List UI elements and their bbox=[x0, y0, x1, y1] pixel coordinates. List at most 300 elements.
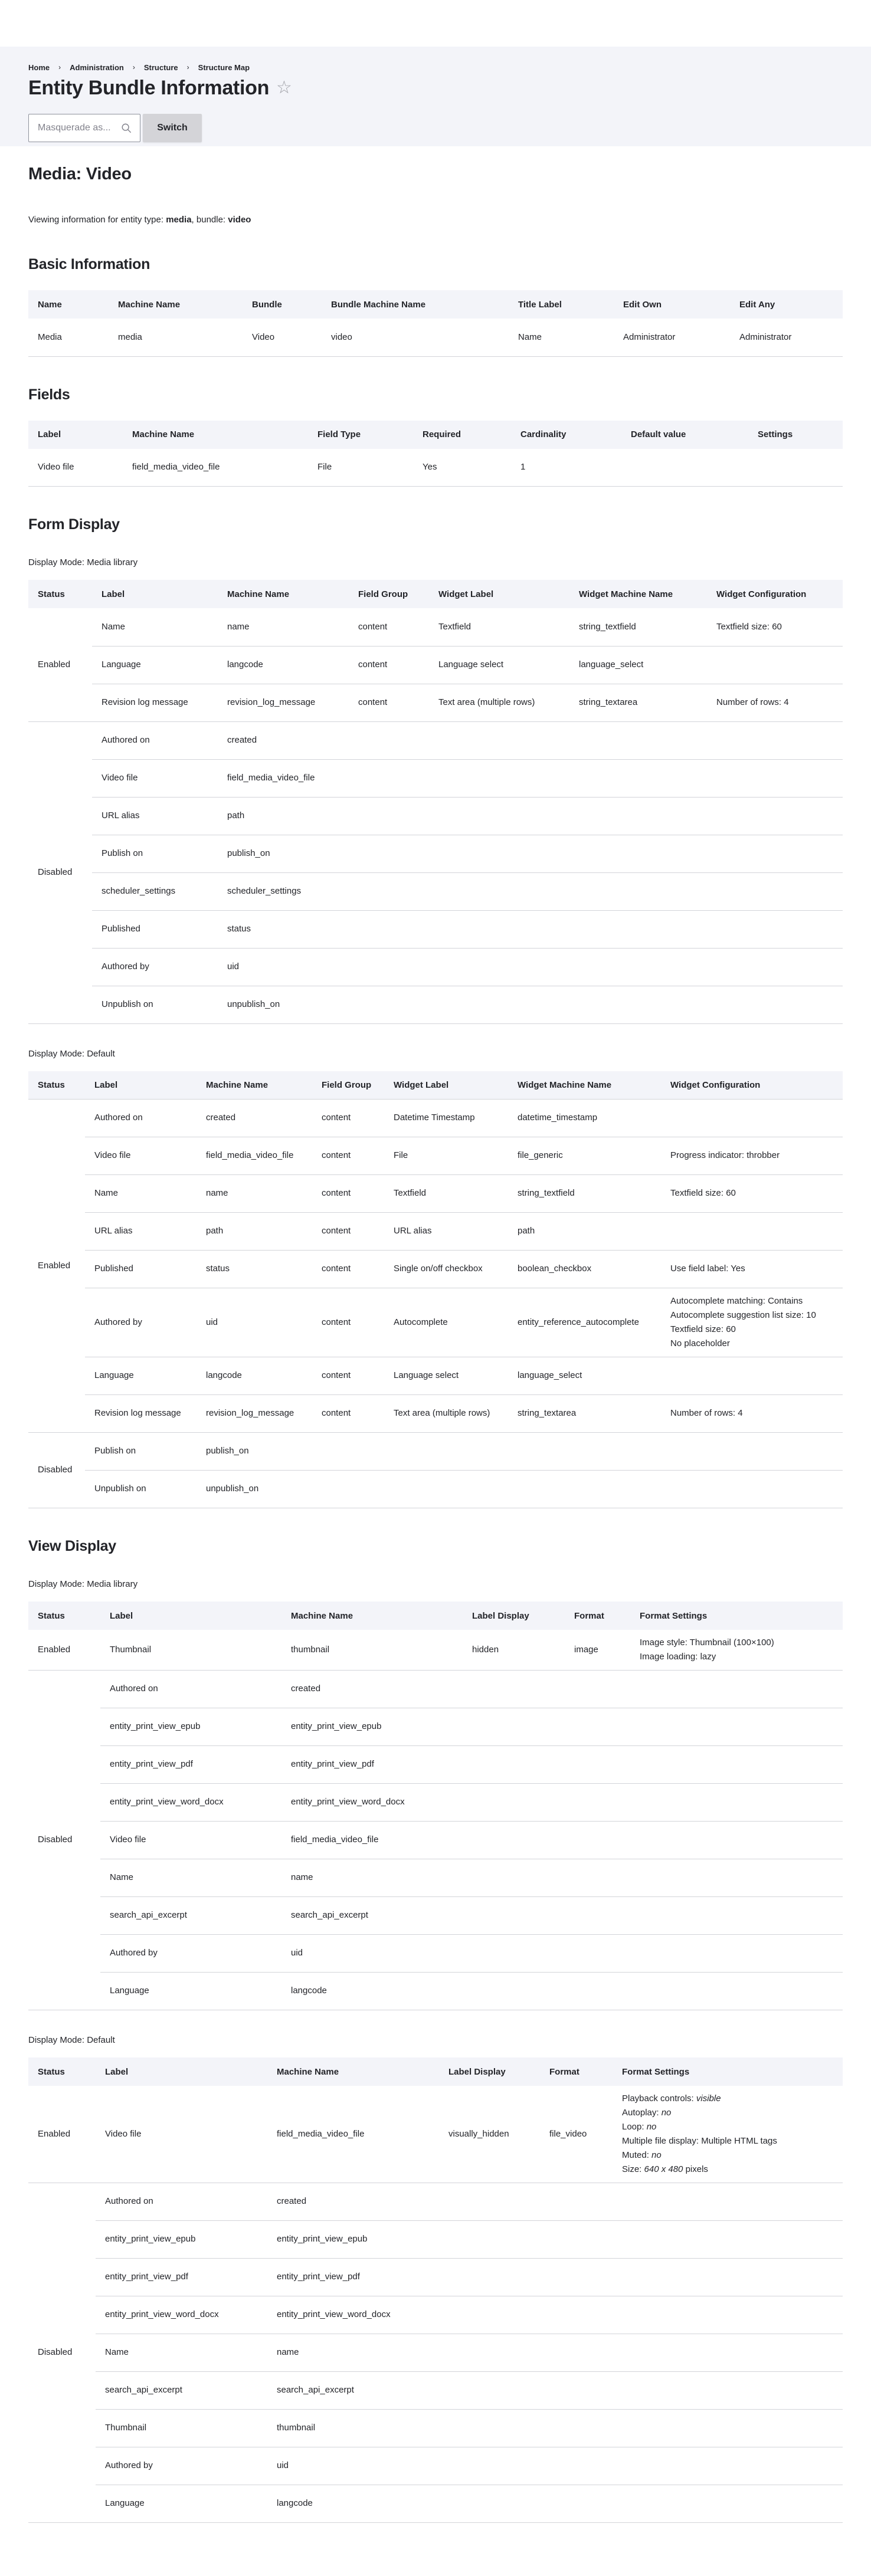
column-header-label: Label bbox=[28, 421, 123, 449]
cell-widget-configuration bbox=[661, 1395, 843, 1433]
cell-machine-name: field_media_video_file bbox=[218, 759, 349, 797]
cell-format bbox=[565, 1859, 630, 1897]
cell-widget-label: Text area (multiple rows) bbox=[384, 1395, 508, 1433]
column-header-machine-name: Machine Name bbox=[197, 1071, 312, 1100]
cell-format-settings bbox=[630, 1746, 843, 1784]
cell-field-group: content bbox=[312, 1251, 384, 1288]
table-row bbox=[28, 1357, 843, 1395]
cell-label: entity_print_view_pdf bbox=[96, 2259, 267, 2296]
intro-middle: , bundle: bbox=[191, 215, 228, 225]
cell-widget-configuration bbox=[707, 910, 843, 948]
cell-widget-machine-name bbox=[508, 1471, 661, 1508]
table-row bbox=[28, 1137, 843, 1175]
cell-machine-name: name bbox=[281, 1859, 463, 1897]
cell-machine-name: created bbox=[197, 1100, 312, 1137]
cell-field-group bbox=[349, 986, 429, 1023]
status-cell: Enabled bbox=[28, 608, 92, 721]
column-header-settings: Settings bbox=[748, 421, 843, 449]
table-header-row bbox=[28, 2057, 843, 2086]
cell-format bbox=[540, 2485, 613, 2523]
table-header-row bbox=[28, 421, 843, 449]
cell-machine-name: uid bbox=[281, 1935, 463, 1973]
table-row bbox=[28, 1973, 843, 2010]
view-display-default-table bbox=[28, 2057, 843, 2523]
cell-machine-name: entity_print_view_pdf bbox=[281, 1746, 463, 1784]
format-setting-value: visible bbox=[696, 2093, 721, 2104]
cell-label: Name bbox=[85, 1175, 197, 1213]
cell-field-group: content bbox=[312, 1213, 384, 1251]
cell-label: Name bbox=[100, 1859, 281, 1897]
format-setting-text: Size: bbox=[622, 2164, 644, 2174]
table-row bbox=[28, 1671, 843, 1708]
cell-widget-label bbox=[429, 721, 569, 759]
cell-field-group: content bbox=[312, 1137, 384, 1175]
cell-widget-configuration bbox=[707, 948, 843, 986]
view-display-mode-default: Display Mode: Default bbox=[28, 2035, 115, 2045]
cell-label-display bbox=[439, 2221, 540, 2259]
table-row bbox=[28, 1213, 843, 1251]
config-line: Autocomplete matching: Contains bbox=[670, 1296, 803, 1306]
cell-field-group bbox=[349, 835, 429, 872]
cell-widget-configuration bbox=[707, 872, 843, 910]
cell-format-settings bbox=[630, 1973, 843, 2010]
bundle-title: Media: Video bbox=[28, 165, 132, 183]
cell-field-group bbox=[349, 721, 429, 759]
format-setting-text: Playback controls: bbox=[622, 2093, 696, 2104]
cell-field-group bbox=[349, 910, 429, 948]
column-header-edit-any: Edit Any bbox=[730, 290, 843, 319]
cell-widget-machine-name: string_textarea bbox=[569, 684, 707, 721]
cell-machine-name: path bbox=[218, 797, 349, 835]
cell-format-settings bbox=[630, 1671, 843, 1708]
table-row bbox=[28, 1897, 843, 1935]
breadcrumb bbox=[28, 62, 843, 73]
cell-label: Publish on bbox=[92, 835, 218, 872]
cell-label: search_api_excerpt bbox=[96, 2372, 267, 2410]
cell-label: entity_print_view_word_docx bbox=[100, 1784, 281, 1822]
cell-widget-machine-name: language_select bbox=[508, 1357, 661, 1395]
breadcrumb-separator-icon: › bbox=[132, 63, 135, 71]
cell-field-group bbox=[312, 1471, 384, 1508]
cell-machine-name: field_media_video_file bbox=[197, 1137, 312, 1175]
cell-widget-label bbox=[429, 910, 569, 948]
fields-table bbox=[28, 421, 843, 487]
cell-format bbox=[565, 1746, 630, 1784]
cell-field-type: File bbox=[308, 449, 413, 487]
top-spacer bbox=[0, 0, 871, 47]
column-header-status: Status bbox=[28, 580, 92, 608]
cell-label-display bbox=[439, 2485, 540, 2523]
view-display-media-library-table bbox=[28, 1602, 843, 2010]
cell-label-display bbox=[463, 1859, 565, 1897]
cell-widget-label: Language select bbox=[429, 646, 569, 684]
table-row bbox=[28, 721, 843, 759]
column-header-cardinality: Cardinality bbox=[511, 421, 621, 449]
cell-label-display bbox=[463, 1822, 565, 1859]
column-header-machine-name: Machine Name bbox=[218, 580, 349, 608]
cell-label: Language bbox=[92, 646, 218, 684]
cell-widget-label: Textfield bbox=[384, 1175, 508, 1213]
column-header-edit-own: Edit Own bbox=[614, 290, 730, 319]
table-row bbox=[28, 1859, 843, 1897]
cell-format-settings bbox=[613, 2485, 843, 2523]
cell-field-group: content bbox=[312, 1100, 384, 1137]
cell-widget-machine-name bbox=[569, 721, 707, 759]
cell-machine-name: status bbox=[197, 1251, 312, 1288]
status-cell: Disabled bbox=[28, 1671, 100, 2010]
cell-label-display: visually_hidden bbox=[439, 2086, 540, 2183]
table-row bbox=[28, 2447, 843, 2485]
basic-information-heading: Basic Information bbox=[28, 256, 150, 273]
cell-format-settings bbox=[630, 1784, 843, 1822]
cell-widget-label: Textfield bbox=[429, 608, 569, 646]
cell-label: Authored on bbox=[92, 721, 218, 759]
column-header-machine-name: Machine Name bbox=[267, 2057, 439, 2086]
cell-field-group: content bbox=[312, 1357, 384, 1395]
cell-widget-machine-name bbox=[569, 759, 707, 797]
column-header-field-type: Field Type bbox=[308, 421, 413, 449]
cell-machine-name: search_api_excerpt bbox=[281, 1897, 463, 1935]
column-header-label: Label bbox=[92, 580, 218, 608]
cell-widget-configuration bbox=[661, 1213, 843, 1251]
form-display-default-table bbox=[28, 1071, 843, 1509]
cell-field-group bbox=[349, 759, 429, 797]
cell-widget-label bbox=[384, 1433, 508, 1471]
cell-machine-name: uid bbox=[197, 1288, 312, 1357]
cell-format bbox=[565, 1897, 630, 1935]
cell-widget-machine-name: language_select bbox=[569, 646, 707, 684]
cell-machine-name: uid bbox=[267, 2447, 439, 2485]
format-setting-text: Image loading: lazy bbox=[640, 1652, 716, 1662]
format-setting-value: 640 x 480 bbox=[644, 2164, 683, 2174]
cell-label: Video file bbox=[92, 759, 218, 797]
cell-label: Unpublish on bbox=[92, 986, 218, 1023]
cell-field-group bbox=[349, 948, 429, 986]
form-display-mode-default: Display Mode: Default bbox=[28, 1048, 115, 1059]
cell-label: entity_print_view_pdf bbox=[100, 1746, 281, 1784]
cell-machine-name: created bbox=[218, 721, 349, 759]
cell-edit-own: Administrator bbox=[614, 319, 730, 356]
cell-machine-name: field_media_video_file bbox=[281, 1822, 463, 1859]
cell-format-settings bbox=[613, 2447, 843, 2485]
table-row bbox=[28, 910, 843, 948]
cell-name: Media bbox=[28, 319, 109, 356]
table-header-row bbox=[28, 290, 843, 319]
cell-machine-name: thumbnail bbox=[267, 2410, 439, 2447]
cell-machine-name: entity_print_view_pdf bbox=[267, 2259, 439, 2296]
cell-machine-name: entity_print_view_word_docx bbox=[267, 2296, 439, 2334]
column-header-bundle-machine-name: Bundle Machine Name bbox=[322, 290, 509, 319]
cell-format bbox=[540, 2221, 613, 2259]
table-row bbox=[28, 1288, 843, 1357]
cell-widget-configuration bbox=[707, 684, 843, 721]
config-line: Number of rows: 4 bbox=[670, 1408, 743, 1419]
cell-widget-configuration bbox=[661, 1433, 843, 1471]
table-row bbox=[28, 1251, 843, 1288]
cell-widget-machine-name bbox=[569, 797, 707, 835]
status-cell: Disabled bbox=[28, 1433, 85, 1508]
column-header-label-display: Label Display bbox=[463, 1602, 565, 1630]
cell-machine-name: uid bbox=[218, 948, 349, 986]
cell-field-group bbox=[349, 872, 429, 910]
intro-prefix: Viewing information for entity type: bbox=[28, 215, 166, 225]
cell-format-settings bbox=[630, 1897, 843, 1935]
cell-widget-configuration bbox=[707, 608, 843, 646]
cell-format-settings bbox=[613, 2259, 843, 2296]
breadcrumb-separator-icon: › bbox=[58, 63, 61, 71]
cell-machine-name: unpublish_on bbox=[197, 1471, 312, 1508]
cell-field-group bbox=[312, 1433, 384, 1471]
cell-format bbox=[565, 1822, 630, 1859]
cell-widget-configuration bbox=[707, 797, 843, 835]
page-header bbox=[0, 47, 871, 146]
cell-widget-configuration bbox=[661, 1137, 843, 1175]
breadcrumb-home[interactable]: Home bbox=[28, 63, 50, 72]
intro-entity-type: media bbox=[166, 215, 192, 225]
cell-widget-machine-name bbox=[569, 948, 707, 986]
cell-format bbox=[540, 2447, 613, 2485]
cell-machine-name: langcode bbox=[281, 1973, 463, 2010]
status-cell: Enabled bbox=[28, 2086, 96, 2183]
table-header-row bbox=[28, 1071, 843, 1100]
format-setting-text: Image style: Thumbnail (100×100) bbox=[640, 1638, 774, 1648]
table-row bbox=[28, 2221, 843, 2259]
cell-field-group: content bbox=[312, 1395, 384, 1433]
cell-label: URL alias bbox=[92, 797, 218, 835]
breadcrumb-structure[interactable]: Structure bbox=[143, 63, 178, 72]
cell-widget-machine-name: datetime_timestamp bbox=[508, 1100, 661, 1137]
cell-widget-machine-name bbox=[569, 835, 707, 872]
cell-format-settings bbox=[630, 1935, 843, 1973]
cell-bundle-machine-name: video bbox=[322, 319, 509, 356]
cell-format bbox=[565, 1671, 630, 1708]
cell-label: Authored on bbox=[100, 1671, 281, 1708]
cell-widget-machine-name: string_textarea bbox=[508, 1395, 661, 1433]
table-row bbox=[28, 1708, 843, 1746]
cell-label: Unpublish on bbox=[85, 1471, 197, 1508]
cell-label-display bbox=[463, 1935, 565, 1973]
cell-label-display bbox=[463, 1746, 565, 1784]
table-header-row bbox=[28, 580, 843, 608]
form-display-heading: Form Display bbox=[28, 516, 120, 533]
cell-widget-label bbox=[429, 986, 569, 1023]
cell-widget-machine-name: boolean_checkbox bbox=[508, 1251, 661, 1288]
cell-widget-label: Autocomplete bbox=[384, 1288, 508, 1357]
table-row bbox=[28, 1935, 843, 1973]
form-display-media-library-table bbox=[28, 580, 843, 1024]
cell-field-group: content bbox=[349, 608, 429, 646]
cell-machine-name: entity_print_view_epub bbox=[281, 1708, 463, 1746]
cell-machine-name: field_media_video_file bbox=[123, 449, 308, 487]
table-row bbox=[28, 872, 843, 910]
table-row bbox=[28, 319, 843, 356]
form-display-mode-media-library: Display Mode: Media library bbox=[28, 557, 138, 567]
cell-widget-configuration bbox=[661, 1175, 843, 1213]
cell-bundle: Video bbox=[243, 319, 322, 356]
column-header-label: Label bbox=[96, 2057, 267, 2086]
bottom-spacer bbox=[28, 2523, 843, 2557]
column-header-widget-label: Widget Label bbox=[429, 580, 569, 608]
cell-label: Language bbox=[96, 2485, 267, 2523]
cell-label-display bbox=[463, 1671, 565, 1708]
cell-label-display bbox=[439, 2259, 540, 2296]
format-setting-line bbox=[622, 2120, 833, 2134]
format-setting-line bbox=[622, 2162, 833, 2177]
table-header-row bbox=[28, 1602, 843, 1630]
cell-format bbox=[540, 2259, 613, 2296]
switch-button[interactable]: Switch bbox=[143, 114, 202, 142]
cell-widget-configuration bbox=[707, 986, 843, 1023]
table-row bbox=[28, 2485, 843, 2523]
cell-machine-name: thumbnail bbox=[281, 1630, 463, 1671]
table-row bbox=[28, 684, 843, 721]
cell-format-settings bbox=[630, 1859, 843, 1897]
cell-widget-machine-name: path bbox=[508, 1213, 661, 1251]
cell-label: Thumbnail bbox=[100, 1630, 281, 1671]
cell-field-group: content bbox=[312, 1175, 384, 1213]
cell-format bbox=[540, 2410, 613, 2447]
cell-format bbox=[565, 1784, 630, 1822]
cell-machine-name: status bbox=[218, 910, 349, 948]
breadcrumb-administration[interactable]: Administration bbox=[70, 63, 124, 72]
cell-field-group: content bbox=[312, 1288, 384, 1357]
cell-widget-label: Language select bbox=[384, 1357, 508, 1395]
cell-label: Revision log message bbox=[92, 684, 218, 721]
column-header-field-group: Field Group bbox=[312, 1071, 384, 1100]
cell-label: search_api_excerpt bbox=[100, 1897, 281, 1935]
cell-label-display bbox=[439, 2183, 540, 2221]
cell-widget-machine-name bbox=[569, 872, 707, 910]
table-row bbox=[28, 835, 843, 872]
cell-label: Revision log message bbox=[85, 1395, 197, 1433]
cell-widget-label: Single on/off checkbox bbox=[384, 1251, 508, 1288]
cell-widget-label: URL alias bbox=[384, 1213, 508, 1251]
column-header-status: Status bbox=[28, 2057, 96, 2086]
cell-widget-label: File bbox=[384, 1137, 508, 1175]
column-header-status: Status bbox=[28, 1071, 85, 1100]
column-header-default-value: Default value bbox=[621, 421, 748, 449]
cell-field-group bbox=[349, 797, 429, 835]
cell-machine-name: revision_log_message bbox=[218, 684, 349, 721]
table-row bbox=[28, 1433, 843, 1471]
cell-machine-name: langcode bbox=[218, 646, 349, 684]
column-header-bundle: Bundle bbox=[243, 290, 322, 319]
format-setting-text: pixels bbox=[683, 2164, 708, 2174]
column-header-format: Format bbox=[540, 2057, 613, 2086]
cell-label-display bbox=[439, 2447, 540, 2485]
cell-label: Language bbox=[85, 1357, 197, 1395]
cell-label: Published bbox=[85, 1251, 197, 1288]
cell-label: entity_print_view_epub bbox=[100, 1708, 281, 1746]
cell-format bbox=[540, 2372, 613, 2410]
cell-settings bbox=[748, 449, 843, 487]
column-header-widget-label: Widget Label bbox=[384, 1071, 508, 1100]
cell-widget-configuration bbox=[661, 1471, 843, 1508]
table-row bbox=[28, 608, 843, 646]
config-line: Textfield size: 60 bbox=[716, 621, 782, 632]
cell-widget-configuration bbox=[707, 759, 843, 797]
cell-format bbox=[565, 1935, 630, 1973]
cell-label: Thumbnail bbox=[96, 2410, 267, 2447]
table-row bbox=[28, 1471, 843, 1508]
column-header-label-display: Label Display bbox=[439, 2057, 540, 2086]
status-cell: Enabled bbox=[28, 1100, 85, 1433]
table-row bbox=[28, 1100, 843, 1137]
masquerade-placeholder: Masquerade as... bbox=[38, 123, 111, 133]
cell-label: Video file bbox=[28, 449, 123, 487]
star-shortcut-icon[interactable]: ☆ bbox=[276, 78, 292, 97]
cell-format-settings bbox=[630, 1708, 843, 1746]
cell-machine-name: publish_on bbox=[218, 835, 349, 872]
cell-machine-name: langcode bbox=[267, 2485, 439, 2523]
cell-label: Language bbox=[100, 1973, 281, 2010]
column-header-widget-configuration: Widget Configuration bbox=[661, 1071, 843, 1100]
cell-machine-name: langcode bbox=[197, 1357, 312, 1395]
search-icon bbox=[121, 123, 132, 133]
cell-label-display bbox=[463, 1708, 565, 1746]
cell-machine-name: entity_print_view_word_docx bbox=[281, 1784, 463, 1822]
breadcrumb-structure-map[interactable]: Structure Map bbox=[198, 63, 250, 72]
config-line: Progress indicator: throbber bbox=[670, 1150, 780, 1161]
table-row bbox=[28, 2183, 843, 2221]
cell-format-settings bbox=[630, 1630, 843, 1671]
cell-machine-name: search_api_excerpt bbox=[267, 2372, 439, 2410]
cell-widget-label bbox=[429, 759, 569, 797]
table-row bbox=[28, 1784, 843, 1822]
masquerade-input[interactable] bbox=[28, 114, 140, 142]
status-cell: Enabled bbox=[28, 1630, 100, 1671]
cell-label: Authored on bbox=[96, 2183, 267, 2221]
cell-label: Authored by bbox=[100, 1935, 281, 1973]
cell-format-settings bbox=[613, 2410, 843, 2447]
config-line: No placeholder bbox=[670, 1338, 730, 1348]
cell-machine-name: name bbox=[267, 2334, 439, 2372]
table-row bbox=[28, 759, 843, 797]
cell-machine-name: revision_log_message bbox=[197, 1395, 312, 1433]
table-row bbox=[28, 646, 843, 684]
cell-widget-configuration bbox=[707, 721, 843, 759]
cell-title-label: Name bbox=[509, 319, 614, 356]
cell-widget-label bbox=[429, 872, 569, 910]
column-header-field-group: Field Group bbox=[349, 580, 429, 608]
column-header-status: Status bbox=[28, 1602, 100, 1630]
format-setting-value: no bbox=[651, 2150, 662, 2160]
bundle-intro bbox=[28, 215, 843, 227]
cell-widget-configuration bbox=[661, 1357, 843, 1395]
format-setting-value: no bbox=[646, 2122, 657, 2132]
cell-widget-label bbox=[429, 797, 569, 835]
format-setting-line bbox=[622, 2134, 833, 2148]
cell-widget-machine-name bbox=[569, 986, 707, 1023]
table-row bbox=[28, 2334, 843, 2372]
format-setting-line bbox=[622, 2148, 833, 2162]
table-row bbox=[28, 797, 843, 835]
cell-label-display bbox=[463, 1897, 565, 1935]
cell-widget-label bbox=[429, 948, 569, 986]
config-line: Use field label: Yes bbox=[670, 1264, 745, 1274]
table-row bbox=[28, 2410, 843, 2447]
cell-label: Name bbox=[92, 608, 218, 646]
cell-label: Video file bbox=[100, 1822, 281, 1859]
format-setting-line bbox=[640, 1650, 833, 1664]
cell-label: entity_print_view_epub bbox=[96, 2221, 267, 2259]
format-setting-text: Muted: bbox=[622, 2150, 652, 2160]
intro-bundle: video bbox=[228, 215, 251, 225]
cell-machine-name: path bbox=[197, 1213, 312, 1251]
column-header-format-settings: Format Settings bbox=[613, 2057, 843, 2086]
cell-default-value bbox=[621, 449, 748, 487]
cell-label: Name bbox=[96, 2334, 267, 2372]
